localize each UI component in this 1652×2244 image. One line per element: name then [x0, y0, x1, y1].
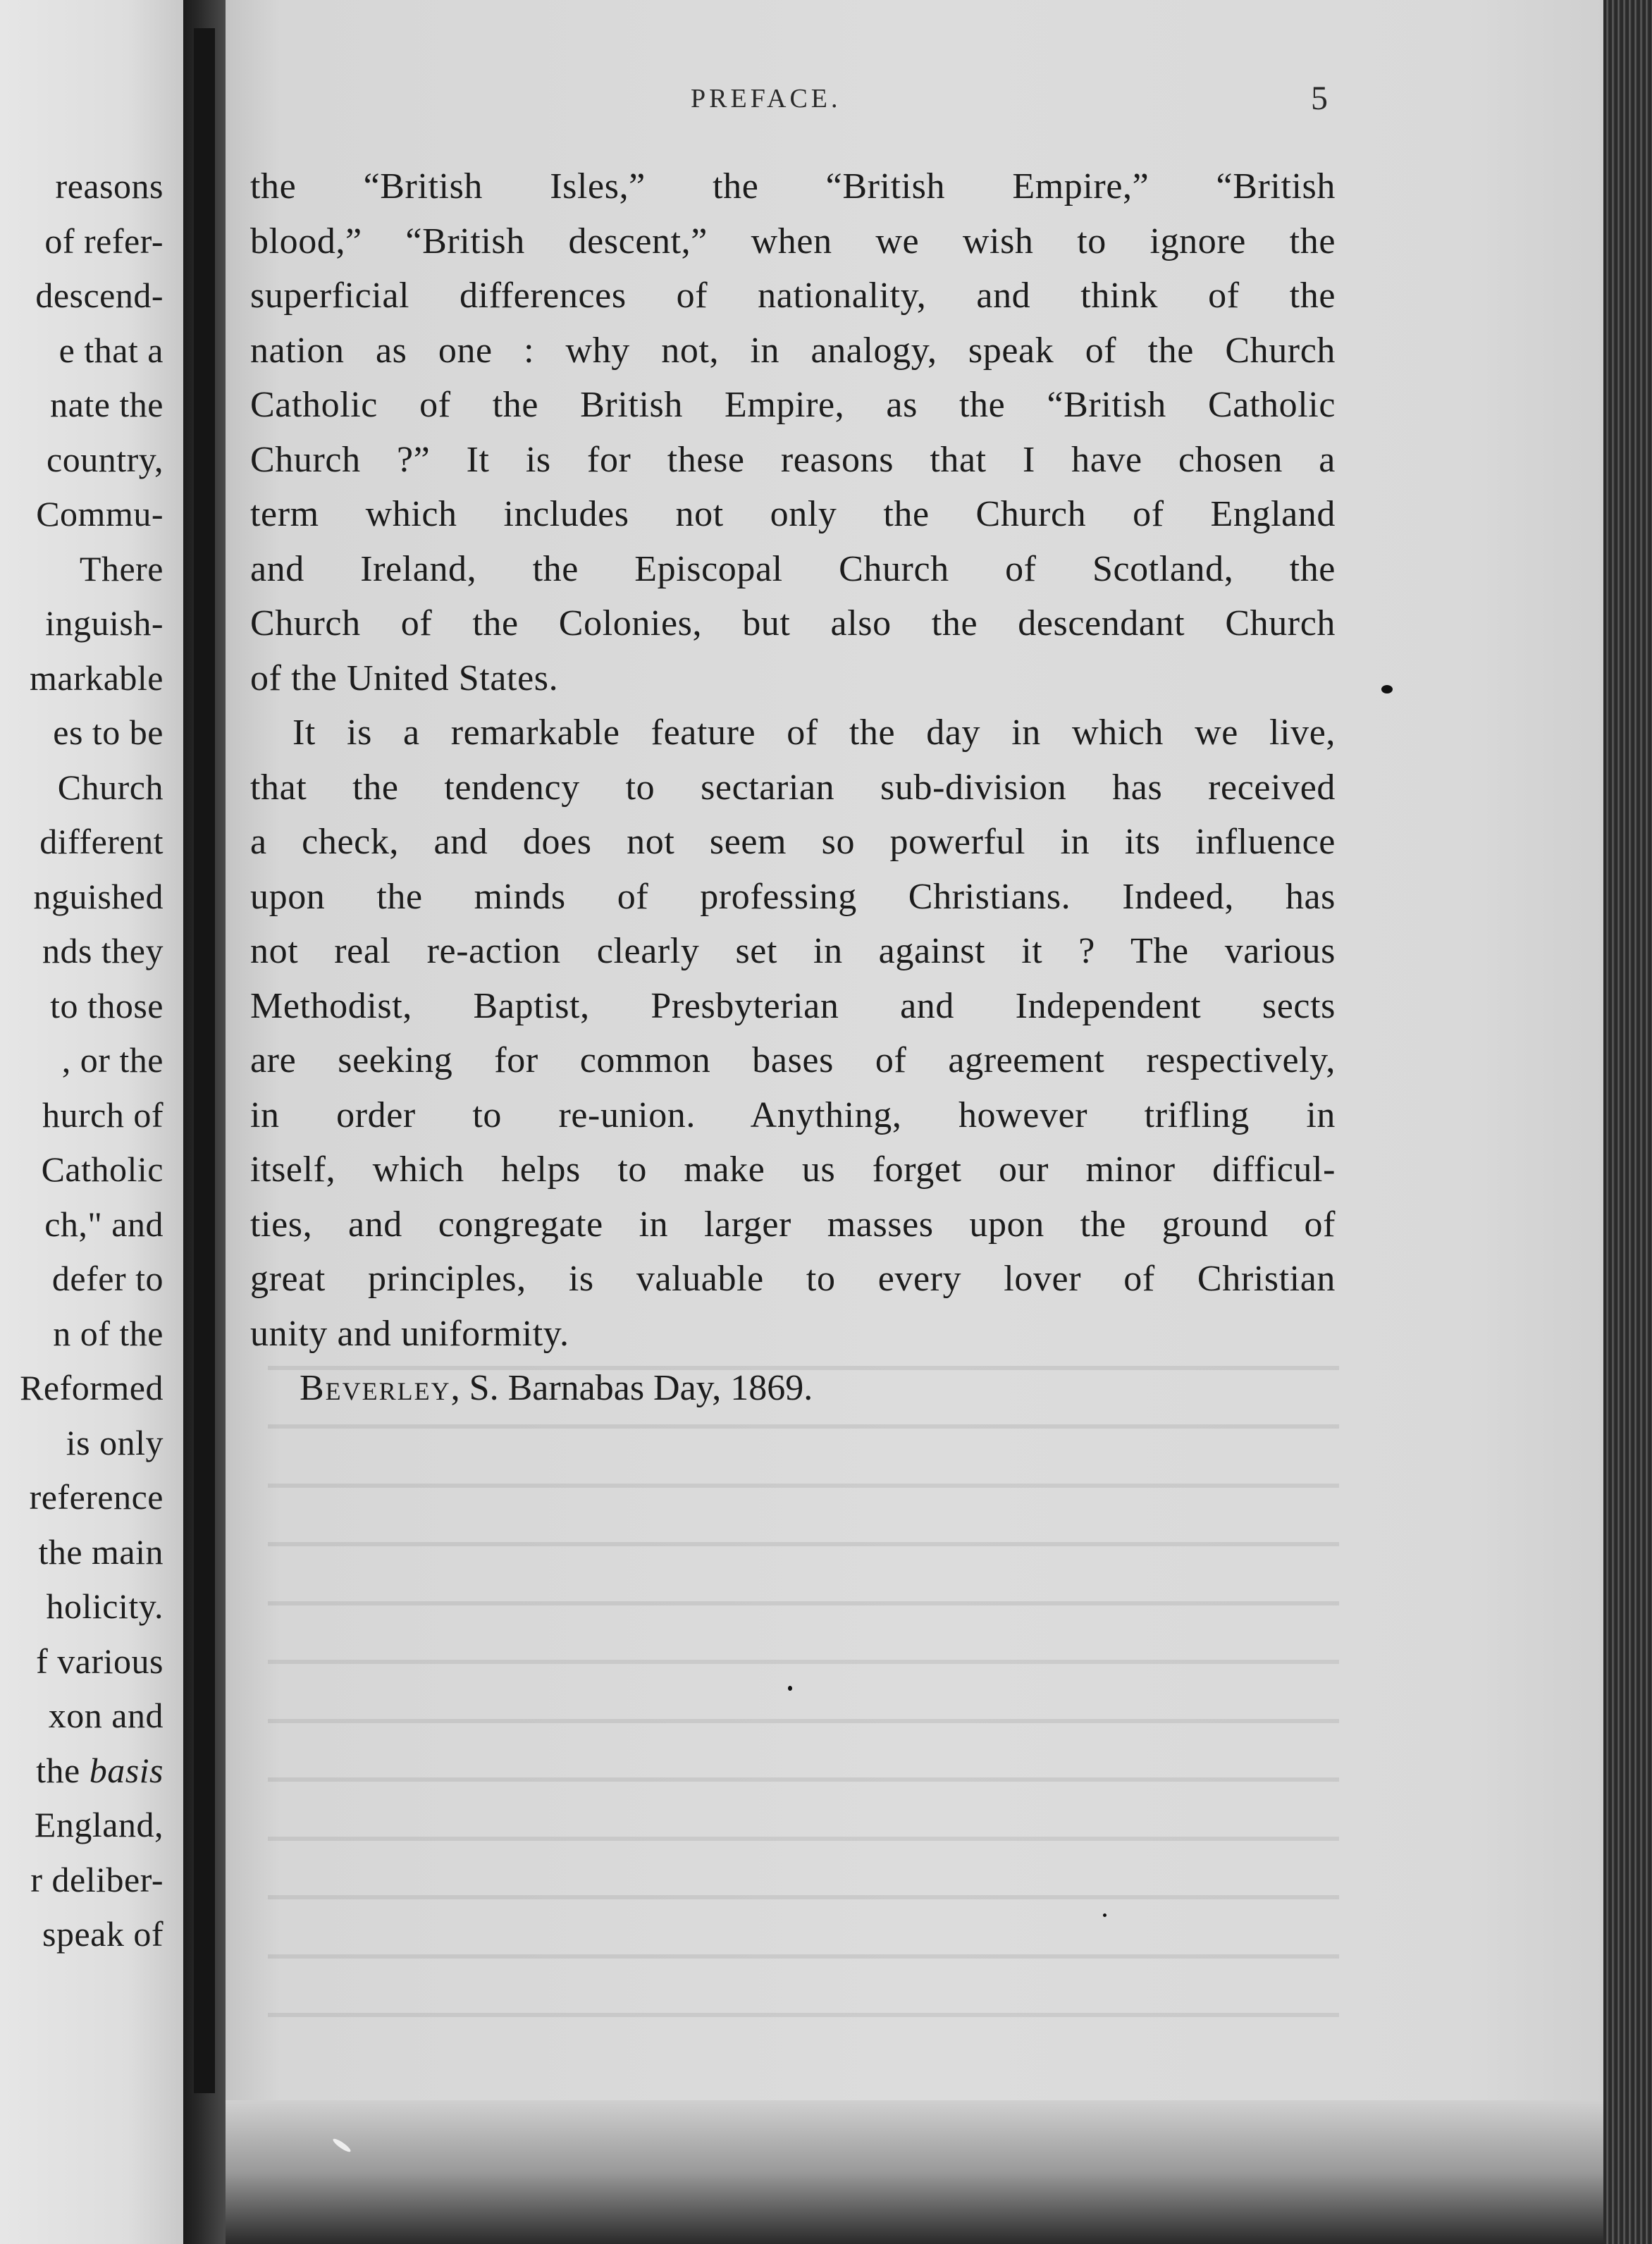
facing-page-left	[0, 0, 183, 2244]
facing-line: of refer-	[44, 221, 164, 261]
facing-line: the main	[38, 1531, 164, 1572]
page-body	[250, 159, 1336, 1416]
facing-line: holicity.	[46, 1586, 164, 1626]
paragraph-continued	[250, 159, 1336, 705]
facing-line: country,	[47, 439, 164, 479]
text-line: in order to re-union. Anything, however trifling in	[250, 1095, 1336, 1135]
ink-speck	[1381, 685, 1393, 693]
text-line: that the tendency to sectarian sub-division has received	[250, 767, 1336, 808]
facing-line: nate the	[50, 385, 164, 424]
facing-line: f various	[36, 1641, 164, 1681]
text-line: of the United States.	[250, 658, 559, 698]
text-line: are seeking for common bases of agreement respectively,	[250, 1040, 1336, 1080]
gutter-shadow	[194, 28, 215, 2093]
text-line: blood,” “British descent,” when we wish to ignore the	[250, 221, 1336, 261]
facing-line: Reformed	[20, 1368, 164, 1407]
facing-line: nds they	[42, 931, 164, 970]
facing-line: England,	[34, 1805, 164, 1844]
facing-line: There	[79, 548, 164, 588]
facing-line: xon and	[48, 1696, 164, 1735]
page-number: 5	[1311, 80, 1328, 117]
page-edges	[1603, 0, 1652, 2244]
text-line: itself, which helps to make us forget our minor difficul-	[250, 1149, 1336, 1190]
facing-line: e that a	[58, 330, 164, 370]
facing-line: is only	[66, 1422, 164, 1462]
text-line: Methodist, Baptist, Presbyterian and Independent sects	[250, 985, 1336, 1026]
text-line: unity and uniformity.	[250, 1313, 569, 1354]
text-line: Church ?” It is for these reasons that I have chosen a	[250, 439, 1336, 480]
text-line: Catholic of the British Empire, as the “British Catholic	[250, 385, 1336, 425]
facing-line: Catholic	[41, 1149, 164, 1189]
text-line: great principles, is valuable to every lover of Christian	[250, 1259, 1336, 1299]
facing-line: markable	[29, 658, 164, 698]
facing-line: to those	[50, 985, 164, 1025]
text-line: superficial differences of nationality, and think of the	[250, 276, 1336, 316]
text-line: term which includes not only the Church of England	[250, 494, 1336, 534]
text-line: It is a remarkable feature of the day in which we live,	[292, 713, 1336, 753]
facing-line: Church	[57, 767, 164, 807]
ink-speck	[788, 1686, 792, 1691]
facing-line: reference	[29, 1477, 164, 1517]
text-line: Church of the Colonies, but also the descendant Church	[250, 603, 1336, 643]
facing-line: defer to	[51, 1259, 164, 1298]
facing-line: reasons	[55, 166, 164, 206]
facing-line: ch," and	[44, 1204, 164, 1244]
text-line: the “British Isles,” the “British Empire,” “British	[250, 166, 1336, 206]
facing-line: different	[39, 822, 164, 861]
facing-line: inguish-	[45, 603, 164, 643]
signature-date: , S. Barnabas Day, 1869.	[450, 1368, 813, 1408]
facing-line: es to be	[53, 713, 164, 752]
facing-line: speak of	[42, 1914, 164, 1954]
facing-line: the basis	[36, 1750, 164, 1790]
facing-line: n of the	[53, 1313, 164, 1353]
facing-line: hurch of	[42, 1095, 164, 1135]
text-line: not real re-action clearly set in against it ? The various	[250, 931, 1336, 971]
running-title: PREFACE.	[691, 84, 842, 113]
text-line: nation as one : why not, in analogy, speak of the Church	[250, 330, 1336, 371]
bleed-through-text	[268, 1311, 1339, 2017]
text-line: upon the minds of professing Christians. Indeed, has	[250, 876, 1336, 917]
ink-speck	[1103, 1913, 1107, 1917]
facing-line: r deliber-	[30, 1859, 164, 1899]
text-line: a check, and does not seem so powerful in its influence	[250, 822, 1336, 862]
facing-line: descend-	[35, 276, 164, 315]
signature-place: Beverley	[300, 1368, 451, 1408]
text-line: ties, and congregate in larger masses upon the ground of	[250, 1204, 1336, 1245]
page-bottom-shadow	[226, 2100, 1603, 2244]
facing-page-text	[20, 159, 164, 1962]
facing-line: Commu-	[36, 494, 164, 534]
signature-line	[250, 1361, 1336, 1416]
text-line: and Ireland, the Episcopal Church of Scotland, the	[250, 548, 1336, 589]
paragraph	[250, 705, 1336, 1361]
facing-line: nguished	[33, 876, 164, 916]
facing-line: , or the	[61, 1040, 164, 1080]
